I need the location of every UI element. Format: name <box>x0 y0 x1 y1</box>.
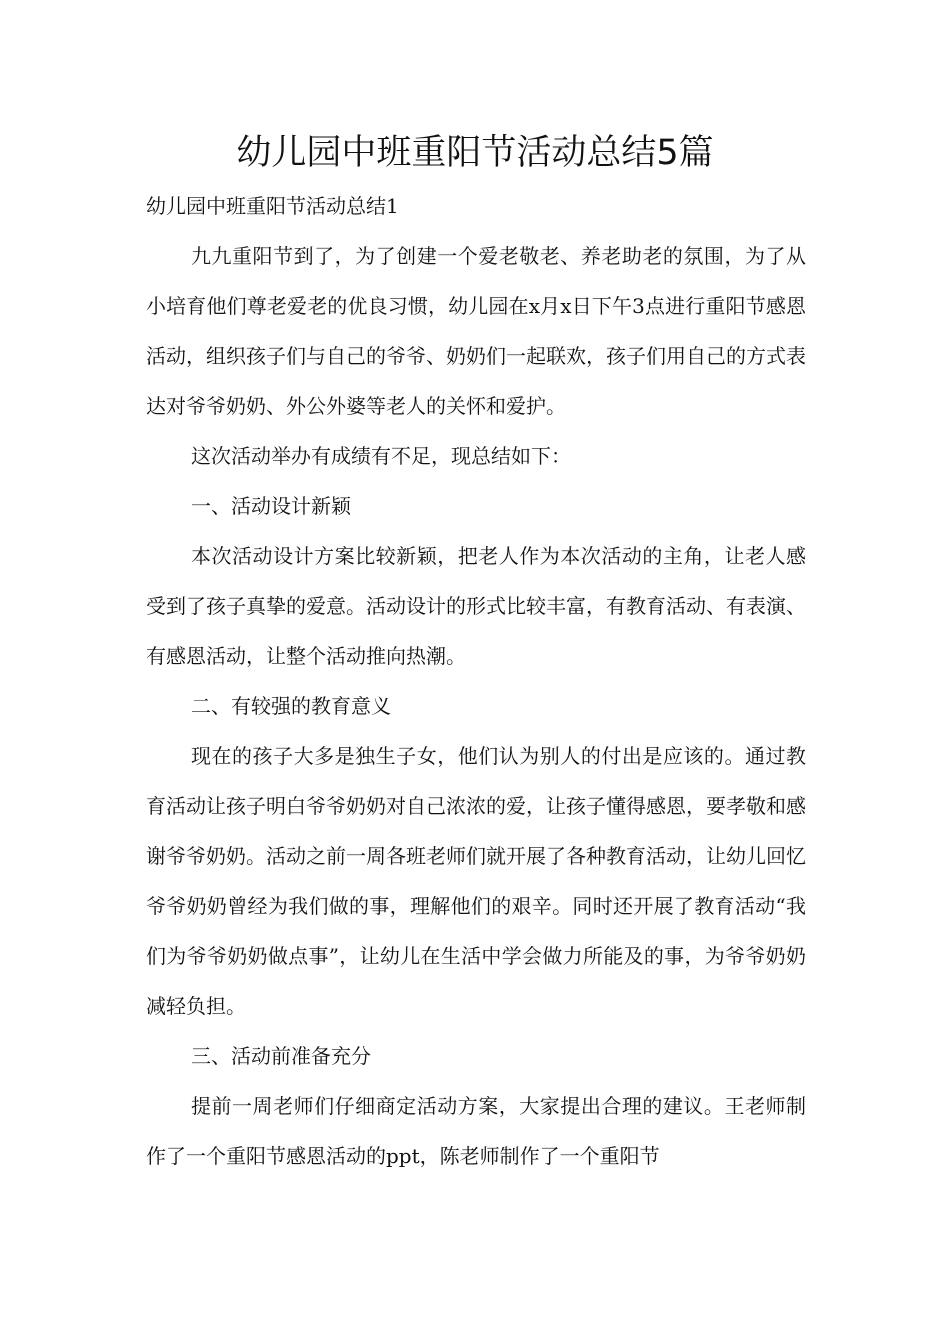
paragraph-design: 本次活动设计方案比较新颖，把老人作为本次活动的主角，让老人感受到了孩子真挚的爱意。活动设计的形式比较丰富，有教育活动、有表演、有感恩活动，让整个活动推向热潮。 <box>146 544 806 668</box>
subheading-education: 二、有较强的教育意义 <box>191 694 391 718</box>
subheading-design: 一、活动设计新颖 <box>191 494 351 518</box>
paragraph-summary-lead: 这次活动举办有成绩有不足，现总结如下： <box>191 444 571 468</box>
paragraph-education: 现在的孩子大多是独生子女，他们认为别人的付出是应该的。通过教育活动让孩子明白爷爷奶奶对自己浓浓的爱，让孩子懂得感恩，要孝敬和感谢爷爷奶奶。活动之前一周各班老师们就开展了各种教育活动，让幼儿回忆爷爷奶奶曾经为我们做的事，理解他们的艰辛。同时还开展了教育活动“我们为爷爷奶奶做点事”，让幼儿在生活中学会做力所能及的事，为爷爷奶奶减轻负担。 <box>146 744 806 1018</box>
document-body <box>146 181 806 1181</box>
paragraph-intro: 九九重阳节到了，为了创建一个爱老敬老、养老助老的氛围，为了从小培育他们尊老爱老的优良习惯，幼儿园在x月x日下午3点进行重阳节感恩活动，组织孩子们与自己的爷爷、奶奶们一起联欢，孩子们用自己的方式表达对爷爷奶奶、外公外婆等老人的关怀和爱护。 <box>146 244 806 418</box>
document-title: 幼儿园中班重阳节活动总结5篇 <box>236 133 714 173</box>
subheading-preparation: 三、活动前准备充分 <box>191 1044 371 1068</box>
paragraph-preparation: 提前一周老师们仔细商定活动方案，大家提出合理的建议。王老师制作了一个重阳节感恩活动的ppt，陈老师制作了一个重阳节 <box>146 1094 806 1168</box>
section-heading: 幼儿园中班重阳节活动总结1 <box>146 194 399 218</box>
